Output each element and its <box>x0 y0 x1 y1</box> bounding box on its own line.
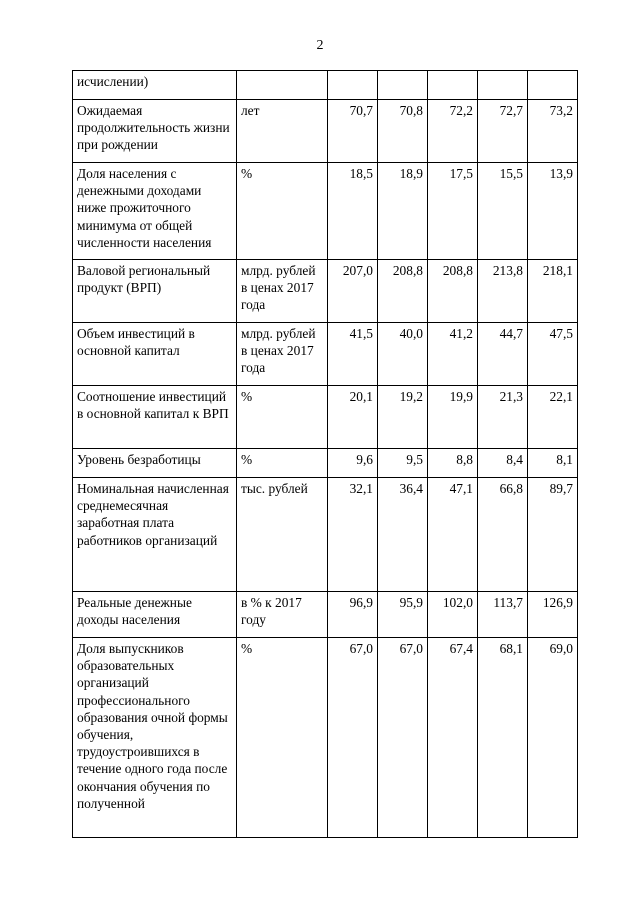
value-cell: 47,5 <box>528 323 578 386</box>
value-cell: 102,0 <box>428 592 478 638</box>
indicator-name: Валовой региональный продукт (ВРП) <box>73 260 237 323</box>
value-cell: 40,0 <box>378 323 428 386</box>
value-cell: 68,1 <box>478 638 528 838</box>
value-cell <box>428 71 478 100</box>
value-cell: 72,7 <box>478 100 528 163</box>
value-cell <box>378 71 428 100</box>
value-cell: 69,0 <box>528 638 578 838</box>
value-cell: 17,5 <box>428 163 478 260</box>
table-row <box>73 638 578 838</box>
page-number: 2 <box>316 38 324 53</box>
value-cell: 207,0 <box>328 260 378 323</box>
value-cell: 19,9 <box>428 386 478 449</box>
value-cell: 126,9 <box>528 592 578 638</box>
unit-cell: % <box>237 386 328 449</box>
value-cell: 208,8 <box>378 260 428 323</box>
unit-cell: % <box>237 638 328 838</box>
value-cell: 95,9 <box>378 592 428 638</box>
value-cell: 22,1 <box>528 386 578 449</box>
value-cell: 70,8 <box>378 100 428 163</box>
value-cell: 8,8 <box>428 449 478 478</box>
indicator-name: исчислении) <box>73 71 237 100</box>
value-cell: 9,5 <box>378 449 428 478</box>
value-cell: 73,2 <box>528 100 578 163</box>
unit-cell <box>237 71 328 100</box>
value-cell: 41,5 <box>328 323 378 386</box>
value-cell: 72,2 <box>428 100 478 163</box>
indicator-name: Уровень безработицы <box>73 449 237 478</box>
unit-cell: млрд. рублей в ценах 2017 года <box>237 323 328 386</box>
table-row <box>73 260 578 323</box>
indicator-name: Доля выпускников образовательных организаций профессионального образования очной формы обучения, трудоустроившихся в течение одного года после окончания обучения по полученной <box>73 638 237 838</box>
indicator-name: Доля населения с денежными доходами ниже прожиточного минимума от общей численности населения <box>73 163 237 260</box>
table-row <box>73 100 578 163</box>
unit-cell: лет <box>237 100 328 163</box>
unit-cell: % <box>237 163 328 260</box>
table-row <box>73 386 578 449</box>
value-cell: 21,3 <box>478 386 528 449</box>
value-cell <box>478 71 528 100</box>
indicator-name: Реальные денежные доходы населения <box>73 592 237 638</box>
unit-cell: млрд. рублей в ценах 2017 года <box>237 260 328 323</box>
indicator-name: Ожидаемая продолжительность жизни при рождении <box>73 100 237 163</box>
value-cell: 9,6 <box>328 449 378 478</box>
value-cell: 213,8 <box>478 260 528 323</box>
value-cell: 47,1 <box>428 478 478 592</box>
unit-cell: % <box>237 449 328 478</box>
value-cell: 13,9 <box>528 163 578 260</box>
value-cell: 18,5 <box>328 163 378 260</box>
indicator-name: Объем инвестиций в основной капитал <box>73 323 237 386</box>
indicators-table <box>72 70 578 838</box>
value-cell: 67,0 <box>328 638 378 838</box>
value-cell: 36,4 <box>378 478 428 592</box>
unit-cell: в % к 2017 году <box>237 592 328 638</box>
value-cell: 8,1 <box>528 449 578 478</box>
value-cell: 15,5 <box>478 163 528 260</box>
table-row <box>73 323 578 386</box>
value-cell: 66,8 <box>478 478 528 592</box>
value-cell <box>328 71 378 100</box>
value-cell: 70,7 <box>328 100 378 163</box>
value-cell: 67,4 <box>428 638 478 838</box>
value-cell: 20,1 <box>328 386 378 449</box>
value-cell: 32,1 <box>328 478 378 592</box>
indicator-name: Номинальная начисленная среднемесячная заработная плата работников организаций <box>73 478 237 592</box>
value-cell: 218,1 <box>528 260 578 323</box>
value-cell: 19,2 <box>378 386 428 449</box>
table-row <box>73 478 578 592</box>
value-cell: 113,7 <box>478 592 528 638</box>
value-cell <box>528 71 578 100</box>
value-cell: 44,7 <box>478 323 528 386</box>
table-row <box>73 449 578 478</box>
table-row <box>73 163 578 260</box>
value-cell: 8,4 <box>478 449 528 478</box>
table-row <box>73 592 578 638</box>
value-cell: 96,9 <box>328 592 378 638</box>
value-cell: 89,7 <box>528 478 578 592</box>
value-cell: 18,9 <box>378 163 428 260</box>
value-cell: 208,8 <box>428 260 478 323</box>
value-cell: 67,0 <box>378 638 428 838</box>
table-row <box>73 71 578 100</box>
value-cell: 41,2 <box>428 323 478 386</box>
unit-cell: тыс. рублей <box>237 478 328 592</box>
indicator-name: Соотношение инвестиций в основной капитал к ВРП <box>73 386 237 449</box>
